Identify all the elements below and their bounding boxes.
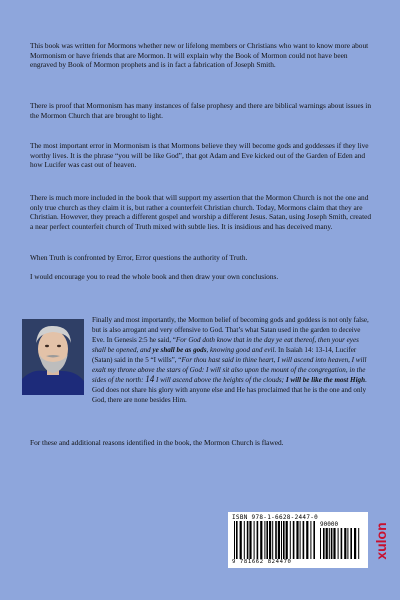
genesis-quote: For God doth know that in the day ye eat thereof, then your eyes shall be opened, and bbox=[92, 335, 359, 354]
barcode-bar bbox=[260, 521, 262, 559]
intro-paragraph: This book was written for Mormons whether new or lifelong members or Christians who want to know more about Mormonism or have friends that are Mormon. It will explain why the Book of Mormon could not have been engraved by Book of Mormon prophets and is in fact a fabrication of Joseph Smith. bbox=[30, 41, 369, 70]
barcode-bar bbox=[247, 521, 249, 559]
barcode-bar bbox=[310, 521, 311, 559]
barcode-bar bbox=[240, 521, 242, 559]
barcode-bar bbox=[236, 521, 238, 559]
barcode-bar bbox=[296, 521, 298, 559]
barcode-bar bbox=[323, 528, 325, 559]
closing-paragraph: For these and additional reasons identified in the book, the Mormon Church is flawed. bbox=[30, 438, 284, 447]
barcode-bar bbox=[244, 521, 245, 559]
barcode-bar bbox=[344, 528, 346, 559]
author-portrait-icon bbox=[22, 319, 84, 395]
isbn-label: ISBN 978-1-6628-2447-0 bbox=[232, 514, 319, 521]
barcode-bar bbox=[354, 528, 356, 559]
publisher-logo-text: xulon bbox=[373, 522, 389, 560]
barcode-bar bbox=[300, 521, 301, 559]
barcode-bar bbox=[275, 521, 277, 559]
counterfeit-paragraph: There is much more included in the book that will support my assertion that the Mormon Church is not the one and only true church as they claim it is, but rather a counterfeit Christian church. Today, Mormons claim that they are Christian. However, they preach a different gospel and worship a different Jesus. Satan, using Joseph Smith, created a near perfect counterfeit church of Truth mixed with subtle lies. It is insidious and has deceived many. bbox=[30, 193, 372, 231]
barcode-bar bbox=[329, 528, 330, 559]
author-statement bbox=[92, 316, 372, 406]
barcode-bar bbox=[257, 521, 259, 559]
isaiah-quote-2: I will ascend above the heights of the clouds; bbox=[155, 376, 286, 385]
barcode-bar bbox=[264, 521, 265, 559]
genesis-quote-end: , knowing good and evil. bbox=[206, 345, 277, 354]
isbn-barcode bbox=[228, 512, 368, 568]
barcode-bar bbox=[278, 521, 280, 559]
barcode-bar bbox=[281, 521, 282, 559]
barcode-bar bbox=[350, 528, 352, 559]
barcode-bar bbox=[269, 521, 271, 559]
barcode-bar bbox=[331, 528, 333, 559]
barcode-bar bbox=[283, 521, 285, 559]
barcode-bar bbox=[333, 528, 335, 559]
isaiah-quote: For thou hast said in thine heart, I will ascend into heaven, I will exalt my throne above the stars of God: I will sit also upon the mount of the congregation, in the sides of the north: bbox=[92, 355, 367, 385]
barcode-bar bbox=[338, 528, 339, 559]
author-photo bbox=[22, 319, 84, 395]
verse-number: 14 bbox=[145, 374, 155, 385]
barcode-bar bbox=[303, 521, 305, 559]
barcode-bar bbox=[326, 528, 328, 559]
genesis-quote-bold: ye shall be as gods bbox=[152, 345, 207, 354]
barcode-bar bbox=[266, 521, 268, 559]
bio-text-2: In Isaiah 14: 13-14, Lucifer (Satan) said in the 5 “I wills”, “ bbox=[92, 345, 357, 364]
barcode-bar bbox=[234, 521, 235, 559]
barcode-bar bbox=[272, 521, 273, 559]
bio-text-1: Finally and most importantly, the Mormon belief of becoming gods and goddess is not only false, but is also arrogant and very offensive to God. That’s what Satan used in the garden to deceive Eve. In Genesis 2:5 he said, “ bbox=[92, 316, 369, 344]
barcode-bar bbox=[290, 521, 291, 559]
publisher-logo bbox=[373, 514, 396, 568]
bio-text-3: . God does not share his glory with anyone else and He has proclaimed that he is the one and only God, there are none besides Him. bbox=[92, 376, 367, 405]
barcode-bar bbox=[286, 521, 288, 559]
barcode-bar bbox=[249, 521, 251, 559]
truth-paragraph: When Truth is confronted by Error, Error questions the authority of Truth. bbox=[30, 253, 248, 262]
ean-digits: 9 781662 824470 bbox=[232, 559, 292, 565]
barcode-bar bbox=[320, 528, 321, 559]
barcode-bar bbox=[306, 521, 308, 559]
barcode-bar bbox=[341, 528, 343, 559]
barcode-bar bbox=[313, 521, 315, 559]
barcode-bar bbox=[358, 528, 359, 559]
barcode-bar bbox=[254, 521, 255, 559]
error-paragraph: The most important error in Mormonism is that Mormons believe they will become gods and goddesses if they live worthy lives. It is the phrase “you will be like God”, that got Adam and Eve kicked out of the Garden of Eden and how Lucifer was cast out of heaven. bbox=[30, 141, 369, 170]
isaiah-quote-bold: I will be like the most High bbox=[285, 376, 366, 385]
barcode-bar bbox=[347, 528, 348, 559]
price-barcode-bars bbox=[320, 528, 362, 559]
barcode-bar bbox=[293, 521, 295, 559]
ean-barcode-bars bbox=[234, 521, 316, 559]
price-code: 90000 bbox=[320, 521, 339, 528]
encourage-paragraph: I would encourage you to read the whole book and then draw your own conclusions. bbox=[30, 272, 279, 281]
prophesy-paragraph: There is proof that Mormonism has many instances of false prophesy and there are biblical warnings about issues in the Mormon Church that are brought to light. bbox=[30, 101, 371, 120]
